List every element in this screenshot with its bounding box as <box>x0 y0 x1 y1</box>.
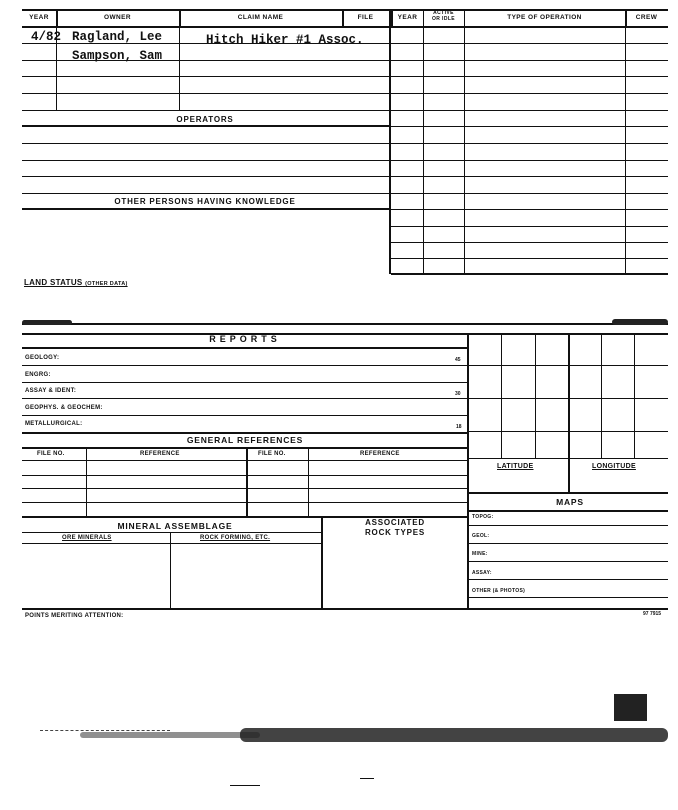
col-header-file: FILE <box>357 14 374 21</box>
scan-smudge <box>240 728 668 742</box>
ore-minerals-header: ORE MINERALS <box>62 535 112 541</box>
scan-smudge <box>80 732 260 738</box>
ref-header-reference: REFERENCE <box>140 451 180 457</box>
entry-year: 4/82 <box>31 30 62 44</box>
scan-block <box>614 694 647 721</box>
maps-topog: TOPOG: <box>472 514 494 520</box>
report-metallurgical: METALLURGICAL: <box>25 421 83 427</box>
maps-geol: GEOL: <box>472 533 490 539</box>
entry-owner: Ragland, Lee <box>72 30 163 44</box>
general-references-heading: GENERAL REFERENCES <box>186 435 304 445</box>
active-line2: OR IDLE <box>431 16 456 22</box>
mineral-assemblage-heading: MINERAL ASSEMBLAGE <box>117 521 233 531</box>
col-header-crew: CREW <box>635 14 658 21</box>
active-line1: ACTIVE <box>433 10 454 16</box>
points-meriting-attention: POINTS MERITING ATTENTION: <box>25 613 124 619</box>
col-header-active <box>423 10 464 22</box>
entry-claim-name: Hitch Hiker #1 Assoc. <box>206 33 364 47</box>
operators-heading: OPERATORS <box>176 115 234 124</box>
longitude-label: LONGITUDE <box>592 463 636 470</box>
land-status-sub: (OTHER DATA) <box>85 281 128 287</box>
report-geology: GEOLOGY: <box>25 355 60 361</box>
associated-line2: ROCK TYPES <box>364 528 425 537</box>
associated-rock-types <box>330 518 460 538</box>
report-metallurgical-num: 18 <box>456 424 462 430</box>
ref-header-file-no: FILE NO. <box>37 451 65 457</box>
ref-header-reference-2: REFERENCE <box>360 451 400 457</box>
col-header-owner: OWNER <box>104 14 131 21</box>
rock-forming-header: ROCK FORMING, ETC. <box>200 535 271 541</box>
report-assay-num: 30 <box>455 391 461 397</box>
col-header-year: YEAR <box>29 14 49 21</box>
latitude-label: LATITUDE <box>497 463 534 470</box>
associated-line1: ASSOCIATED <box>365 518 425 527</box>
land-status-label: LAND STATUS <box>24 278 83 287</box>
report-geology-num: 45 <box>455 357 461 363</box>
report-assay: ASSAY & IDENT: <box>25 388 77 394</box>
report-engrg: ENGRG: <box>25 372 51 378</box>
other-persons-heading: OTHER PERSONS HAVING KNOWLEDGE <box>114 197 296 206</box>
maps-assay: ASSAY: <box>472 570 492 576</box>
ref-header-file-no-2: FILE NO. <box>258 451 286 457</box>
col-header-type-of-operation: TYPE OF OPERATION <box>507 14 582 21</box>
maps-heading: MAPS <box>556 497 584 507</box>
reports-heading: REPORTS <box>209 334 281 344</box>
maps-mine: MINE: <box>472 551 488 557</box>
report-geophys: GEOPHYS. & GEOCHEM: <box>25 405 103 411</box>
maps-other: OTHER (& PHOTOS) <box>472 588 526 594</box>
entry-owner: Sampson, Sam <box>72 49 163 63</box>
form-number: 97 7915 <box>643 611 662 617</box>
col-header-year-2: YEAR <box>397 14 418 21</box>
land-status-heading <box>24 278 128 287</box>
col-header-claim-name: CLAIM NAME <box>237 14 284 21</box>
